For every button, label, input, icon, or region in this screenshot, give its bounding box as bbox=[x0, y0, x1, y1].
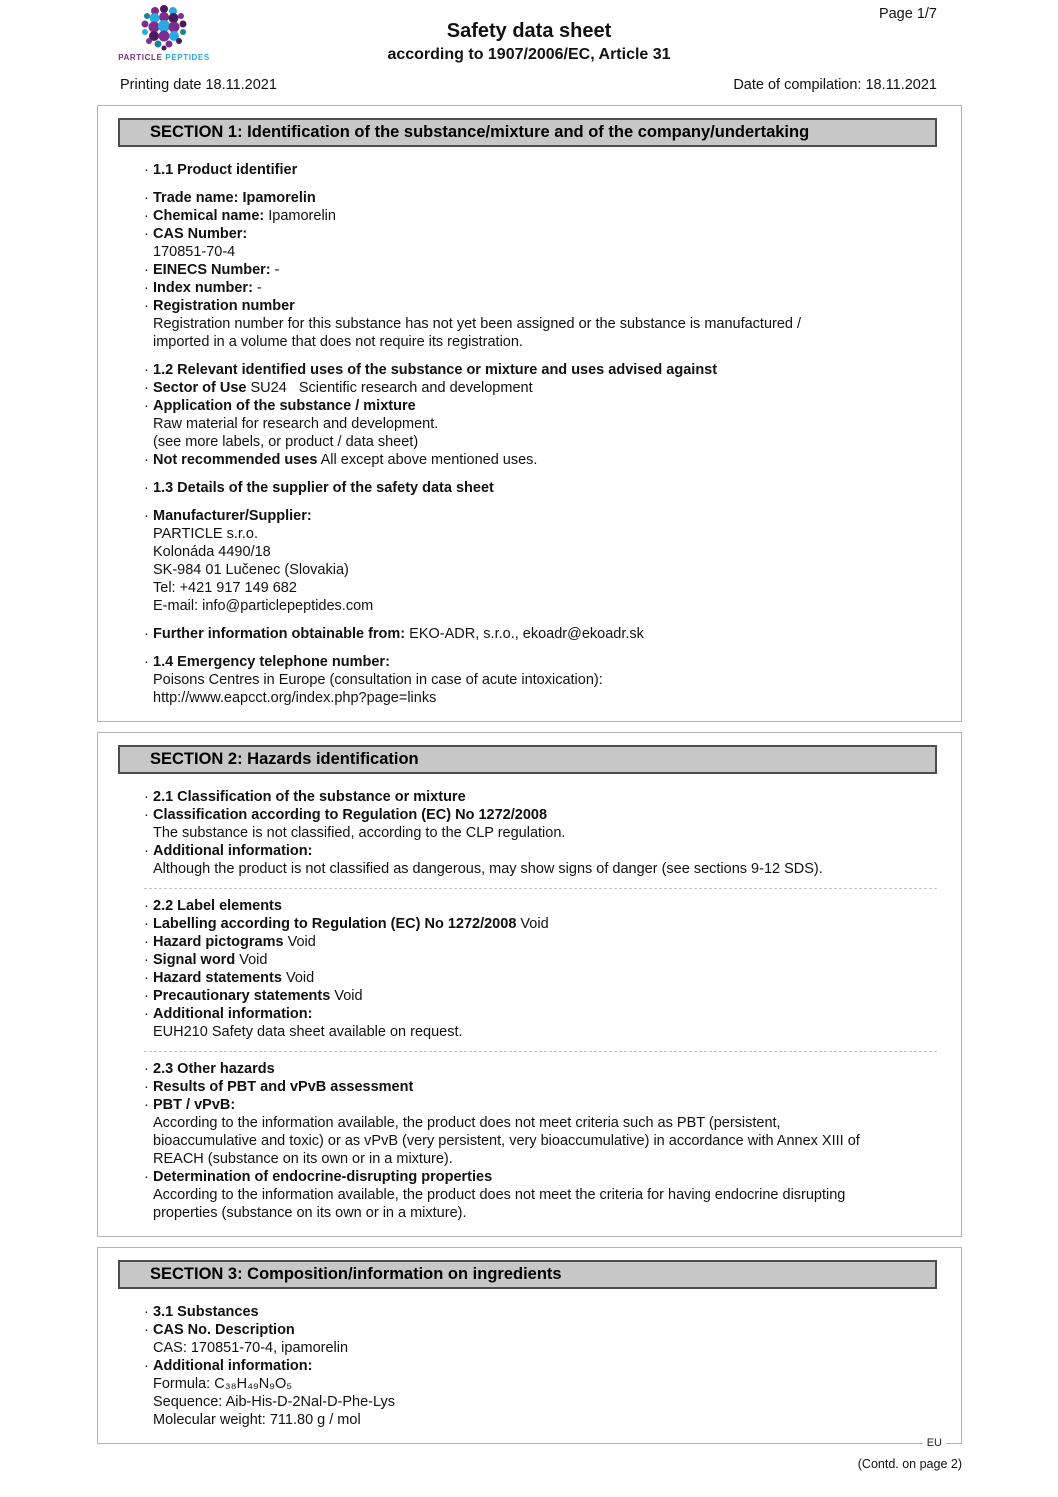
bullet-dot: · bbox=[144, 362, 149, 378]
bullet-dot: · bbox=[144, 452, 149, 468]
doc-line bbox=[144, 842, 937, 860]
company-logo bbox=[118, 4, 210, 62]
doc-line bbox=[144, 1411, 937, 1429]
line-text: According to the information available, the product does not meet the criteria for having endocrine disrupting bbox=[153, 1187, 846, 1203]
line-text: According to the information available, the product does not meet criteria such as PBT (persistent, bbox=[153, 1115, 781, 1131]
section-1-box bbox=[97, 105, 962, 722]
doc-line bbox=[144, 671, 937, 689]
line-text: Registration number bbox=[153, 298, 295, 314]
line-text: CAS: 170851-70-4, ipamorelin bbox=[153, 1340, 349, 1356]
doc-line bbox=[144, 479, 937, 497]
doc-line bbox=[144, 279, 937, 297]
line-text: Kolonáda 4490/18 bbox=[153, 544, 271, 560]
bullet-dot: · bbox=[144, 970, 149, 986]
doc-line bbox=[144, 1060, 937, 1078]
line-text: CAS No. Description bbox=[153, 1322, 295, 1338]
doc-line bbox=[144, 161, 937, 179]
logo-text-primary: PARTICLE bbox=[118, 53, 163, 62]
doc-line bbox=[144, 1168, 937, 1186]
bullet-dot: · bbox=[144, 1097, 149, 1113]
line-text: imported in a volume that does not require its registration. bbox=[153, 334, 523, 350]
contd-note: (Contd. on page 2) bbox=[857, 1457, 962, 1471]
doc-line bbox=[144, 433, 937, 451]
line-text: http://www.eapcct.org/index.php?page=links bbox=[153, 690, 437, 706]
doc-line bbox=[144, 361, 937, 379]
doc-line bbox=[144, 987, 937, 1005]
section-3-box bbox=[97, 1247, 962, 1444]
line-text: 1.3 Details of the supplier of the safety data sheet bbox=[153, 480, 494, 496]
bullet-dot: · bbox=[144, 1169, 149, 1185]
line-text: Raw material for research and development. bbox=[153, 416, 439, 432]
doc-line bbox=[144, 1393, 937, 1411]
doc-line bbox=[144, 653, 937, 671]
line-text: 2.2 Label elements bbox=[153, 898, 282, 914]
line-text: 2.3 Other hazards bbox=[153, 1061, 275, 1077]
subsection-block bbox=[144, 888, 937, 1041]
doc-line bbox=[144, 1023, 937, 1041]
subsection-block bbox=[144, 788, 937, 878]
logo-text-secondary: PEPTIDES bbox=[165, 53, 210, 62]
page-footer bbox=[97, 1437, 962, 1471]
doc-line bbox=[144, 1078, 937, 1096]
doc-line bbox=[144, 333, 937, 351]
bullet-dot: · bbox=[144, 1006, 149, 1022]
logo-text bbox=[118, 53, 210, 62]
doc-line bbox=[144, 951, 937, 969]
bullet-dot: · bbox=[144, 280, 149, 296]
bullet-dot: · bbox=[144, 162, 149, 178]
subsection-block bbox=[144, 653, 937, 707]
doc-line bbox=[144, 379, 937, 397]
line-text: 170851-70-4 bbox=[153, 244, 236, 260]
line-text: Application of the substance / mixture bbox=[153, 398, 416, 414]
line-text: Results of PBT and vPvB assessment bbox=[153, 1079, 414, 1095]
doc-line bbox=[144, 1357, 937, 1375]
doc-line bbox=[144, 1339, 937, 1357]
doc-line bbox=[144, 1321, 937, 1339]
line-text: PBT / vPvB: bbox=[153, 1097, 236, 1113]
line-text: Classification according to Regulation (EC) No 1272/2008 bbox=[153, 807, 548, 823]
document-subtitle: according to 1907/2006/EC, Article 31 bbox=[387, 46, 671, 63]
line-text: Registration number for this substance has not yet been assigned or the substance is manufactured / bbox=[153, 316, 802, 332]
bullet-dot: · bbox=[144, 1079, 149, 1095]
page-number: Page 1/7 bbox=[878, 6, 937, 22]
bullet-dot: · bbox=[144, 1358, 149, 1374]
doc-line bbox=[144, 261, 937, 279]
line-text: Molecular weight: 711.80 g / mol bbox=[153, 1412, 361, 1428]
line-text: PARTICLE s.r.o. bbox=[153, 526, 259, 542]
line-text: EINECS Number: - bbox=[153, 262, 280, 278]
doc-line bbox=[144, 1096, 937, 1114]
doc-line bbox=[144, 933, 937, 951]
doc-line bbox=[144, 1005, 937, 1023]
doc-line bbox=[144, 969, 937, 987]
bullet-dot: · bbox=[144, 988, 149, 1004]
sections-container bbox=[97, 105, 962, 1444]
doc-line bbox=[144, 525, 937, 543]
doc-line bbox=[144, 543, 937, 561]
bullet-dot: · bbox=[144, 380, 149, 396]
line-text: 1.4 Emergency telephone number: bbox=[153, 654, 390, 670]
line-text: Labelling according to Regulation (EC) No 1272/2008 Void bbox=[153, 916, 549, 932]
doc-line bbox=[144, 207, 937, 225]
bullet-dot: · bbox=[144, 934, 149, 950]
bullet-dot: · bbox=[144, 262, 149, 278]
line-text: properties (substance on its own or in a mixture). bbox=[153, 1205, 467, 1221]
bullet-dot: · bbox=[144, 208, 149, 224]
line-text: Although the product is not classified as dangerous, may show signs of danger (see sections 9-12 SDS). bbox=[153, 861, 823, 877]
line-text: Tel: +421 917 149 682 bbox=[153, 580, 297, 596]
bullet-dot: · bbox=[144, 626, 149, 642]
subsection-block bbox=[144, 1051, 937, 1222]
line-text: EUH210 Safety data sheet available on request. bbox=[153, 1024, 463, 1040]
doc-line bbox=[144, 243, 937, 261]
doc-line bbox=[144, 397, 937, 415]
line-text: Formula: C₃₈H₄₉N₉O₅ bbox=[153, 1376, 293, 1392]
line-text: Hazard statements Void bbox=[153, 970, 315, 986]
doc-line bbox=[144, 788, 937, 806]
bullet-dot: · bbox=[144, 298, 149, 314]
bullet-dot: · bbox=[144, 226, 149, 242]
line-text: Additional information: bbox=[153, 1358, 313, 1374]
line-text: SK-984 01 Lučenec (Slovakia) bbox=[153, 562, 349, 578]
line-text: Additional information: bbox=[153, 1006, 313, 1022]
line-text: bioaccumulative and toxic) or as vPvB (very persistent, very bioaccumulative) in accordance with Annex XIII of bbox=[153, 1133, 860, 1149]
bullet-dot: · bbox=[144, 480, 149, 496]
doc-line bbox=[144, 1375, 937, 1393]
doc-line bbox=[144, 860, 937, 878]
doc-line bbox=[144, 579, 937, 597]
bullet-dot: · bbox=[144, 789, 149, 805]
subsection-block bbox=[144, 625, 937, 643]
bullet-dot: · bbox=[144, 508, 149, 524]
bullet-dot: · bbox=[144, 1304, 149, 1320]
doc-line bbox=[144, 897, 937, 915]
subsection-block bbox=[144, 507, 937, 615]
bullet-dot: · bbox=[144, 654, 149, 670]
region-label: EU bbox=[923, 1437, 946, 1449]
subsection-block bbox=[144, 161, 937, 179]
doc-line bbox=[144, 225, 937, 243]
particle-sphere-logo-icon bbox=[140, 4, 188, 52]
section-2-header: SECTION 2: Hazards identification bbox=[118, 745, 937, 774]
doc-line bbox=[144, 561, 937, 579]
subsection-block bbox=[144, 479, 937, 497]
line-text: Hazard pictograms Void bbox=[153, 934, 316, 950]
line-text: Chemical name: Ipamorelin bbox=[153, 208, 336, 224]
bullet-dot: · bbox=[144, 898, 149, 914]
doc-line bbox=[144, 625, 937, 643]
line-text: CAS Number: bbox=[153, 226, 248, 242]
subsection-block bbox=[144, 361, 937, 469]
doc-line bbox=[144, 297, 937, 315]
line-text: Determination of endocrine-disrupting properties bbox=[153, 1169, 493, 1185]
doc-line bbox=[144, 597, 937, 615]
line-text: Not recommended uses All except above mentioned uses. bbox=[153, 452, 538, 468]
bullet-dot: · bbox=[144, 1061, 149, 1077]
line-text: Additional information: bbox=[153, 843, 313, 859]
line-text: Index number: - bbox=[153, 280, 262, 296]
line-text: 3.1 Substances bbox=[153, 1304, 259, 1320]
doc-line bbox=[144, 1204, 937, 1222]
bullet-dot: · bbox=[144, 190, 149, 206]
line-text: Further information obtainable from: EKO-ADR, s.r.o., ekoadr@ekoadr.sk bbox=[153, 626, 644, 642]
doc-line bbox=[144, 806, 937, 824]
line-text: REACH (substance on its own or in a mixture). bbox=[153, 1151, 453, 1167]
section-3-header: SECTION 3: Composition/information on ingredients bbox=[118, 1260, 937, 1289]
doc-line bbox=[144, 1114, 937, 1132]
compilation-date: Date of compilation: 18.11.2021 bbox=[733, 77, 937, 93]
section-2-box bbox=[97, 732, 962, 1237]
line-text: Trade name: Ipamorelin bbox=[153, 190, 316, 206]
line-text: The substance is not classified, according to the CLP regulation. bbox=[153, 825, 566, 841]
line-text: 1.2 Relevant identified uses of the substance or mixture and uses advised against bbox=[153, 362, 718, 378]
line-text: (see more labels, or product / data sheet) bbox=[153, 434, 419, 450]
doc-line bbox=[144, 689, 937, 707]
line-text: E-mail: info@particlepeptides.com bbox=[153, 598, 374, 614]
line-text: Precautionary statements Void bbox=[153, 988, 363, 1004]
line-text: Poisons Centres in Europe (consultation in case of acute intoxication): bbox=[153, 672, 603, 688]
bullet-dot: · bbox=[144, 843, 149, 859]
doc-line bbox=[144, 415, 937, 433]
doc-line bbox=[144, 1186, 937, 1204]
subsection-block bbox=[144, 189, 937, 351]
bullet-dot: · bbox=[144, 398, 149, 414]
bullet-dot: · bbox=[144, 807, 149, 823]
doc-line bbox=[144, 1303, 937, 1321]
doc-line bbox=[144, 507, 937, 525]
printing-date: Printing date 18.11.2021 bbox=[120, 77, 277, 93]
doc-line bbox=[144, 1132, 937, 1150]
section-1-header: SECTION 1: Identification of the substance/mixture and of the company/undertaking bbox=[118, 118, 937, 147]
dates-row bbox=[120, 77, 937, 93]
doc-line bbox=[144, 1150, 937, 1168]
line-text: Sector of Use SU24 Scientific research and development bbox=[153, 380, 533, 396]
doc-line bbox=[144, 915, 937, 933]
document-title: Safety data sheet bbox=[446, 20, 612, 42]
line-text: Signal word Void bbox=[153, 952, 268, 968]
bullet-dot: · bbox=[144, 952, 149, 968]
subsection-block bbox=[144, 1303, 937, 1429]
doc-line bbox=[144, 315, 937, 333]
line-text: 2.1 Classification of the substance or mixture bbox=[153, 789, 466, 805]
doc-line bbox=[144, 451, 937, 469]
bullet-dot: · bbox=[144, 916, 149, 932]
line-text: Sequence: Aib-His-D-2Nal-D-Phe-Lys bbox=[153, 1394, 396, 1410]
bullet-dot: · bbox=[144, 1322, 149, 1338]
doc-line bbox=[144, 824, 937, 842]
line-text: 1.1 Product identifier bbox=[153, 162, 298, 178]
line-text: Manufacturer/Supplier: bbox=[153, 508, 312, 524]
doc-line bbox=[144, 189, 937, 207]
